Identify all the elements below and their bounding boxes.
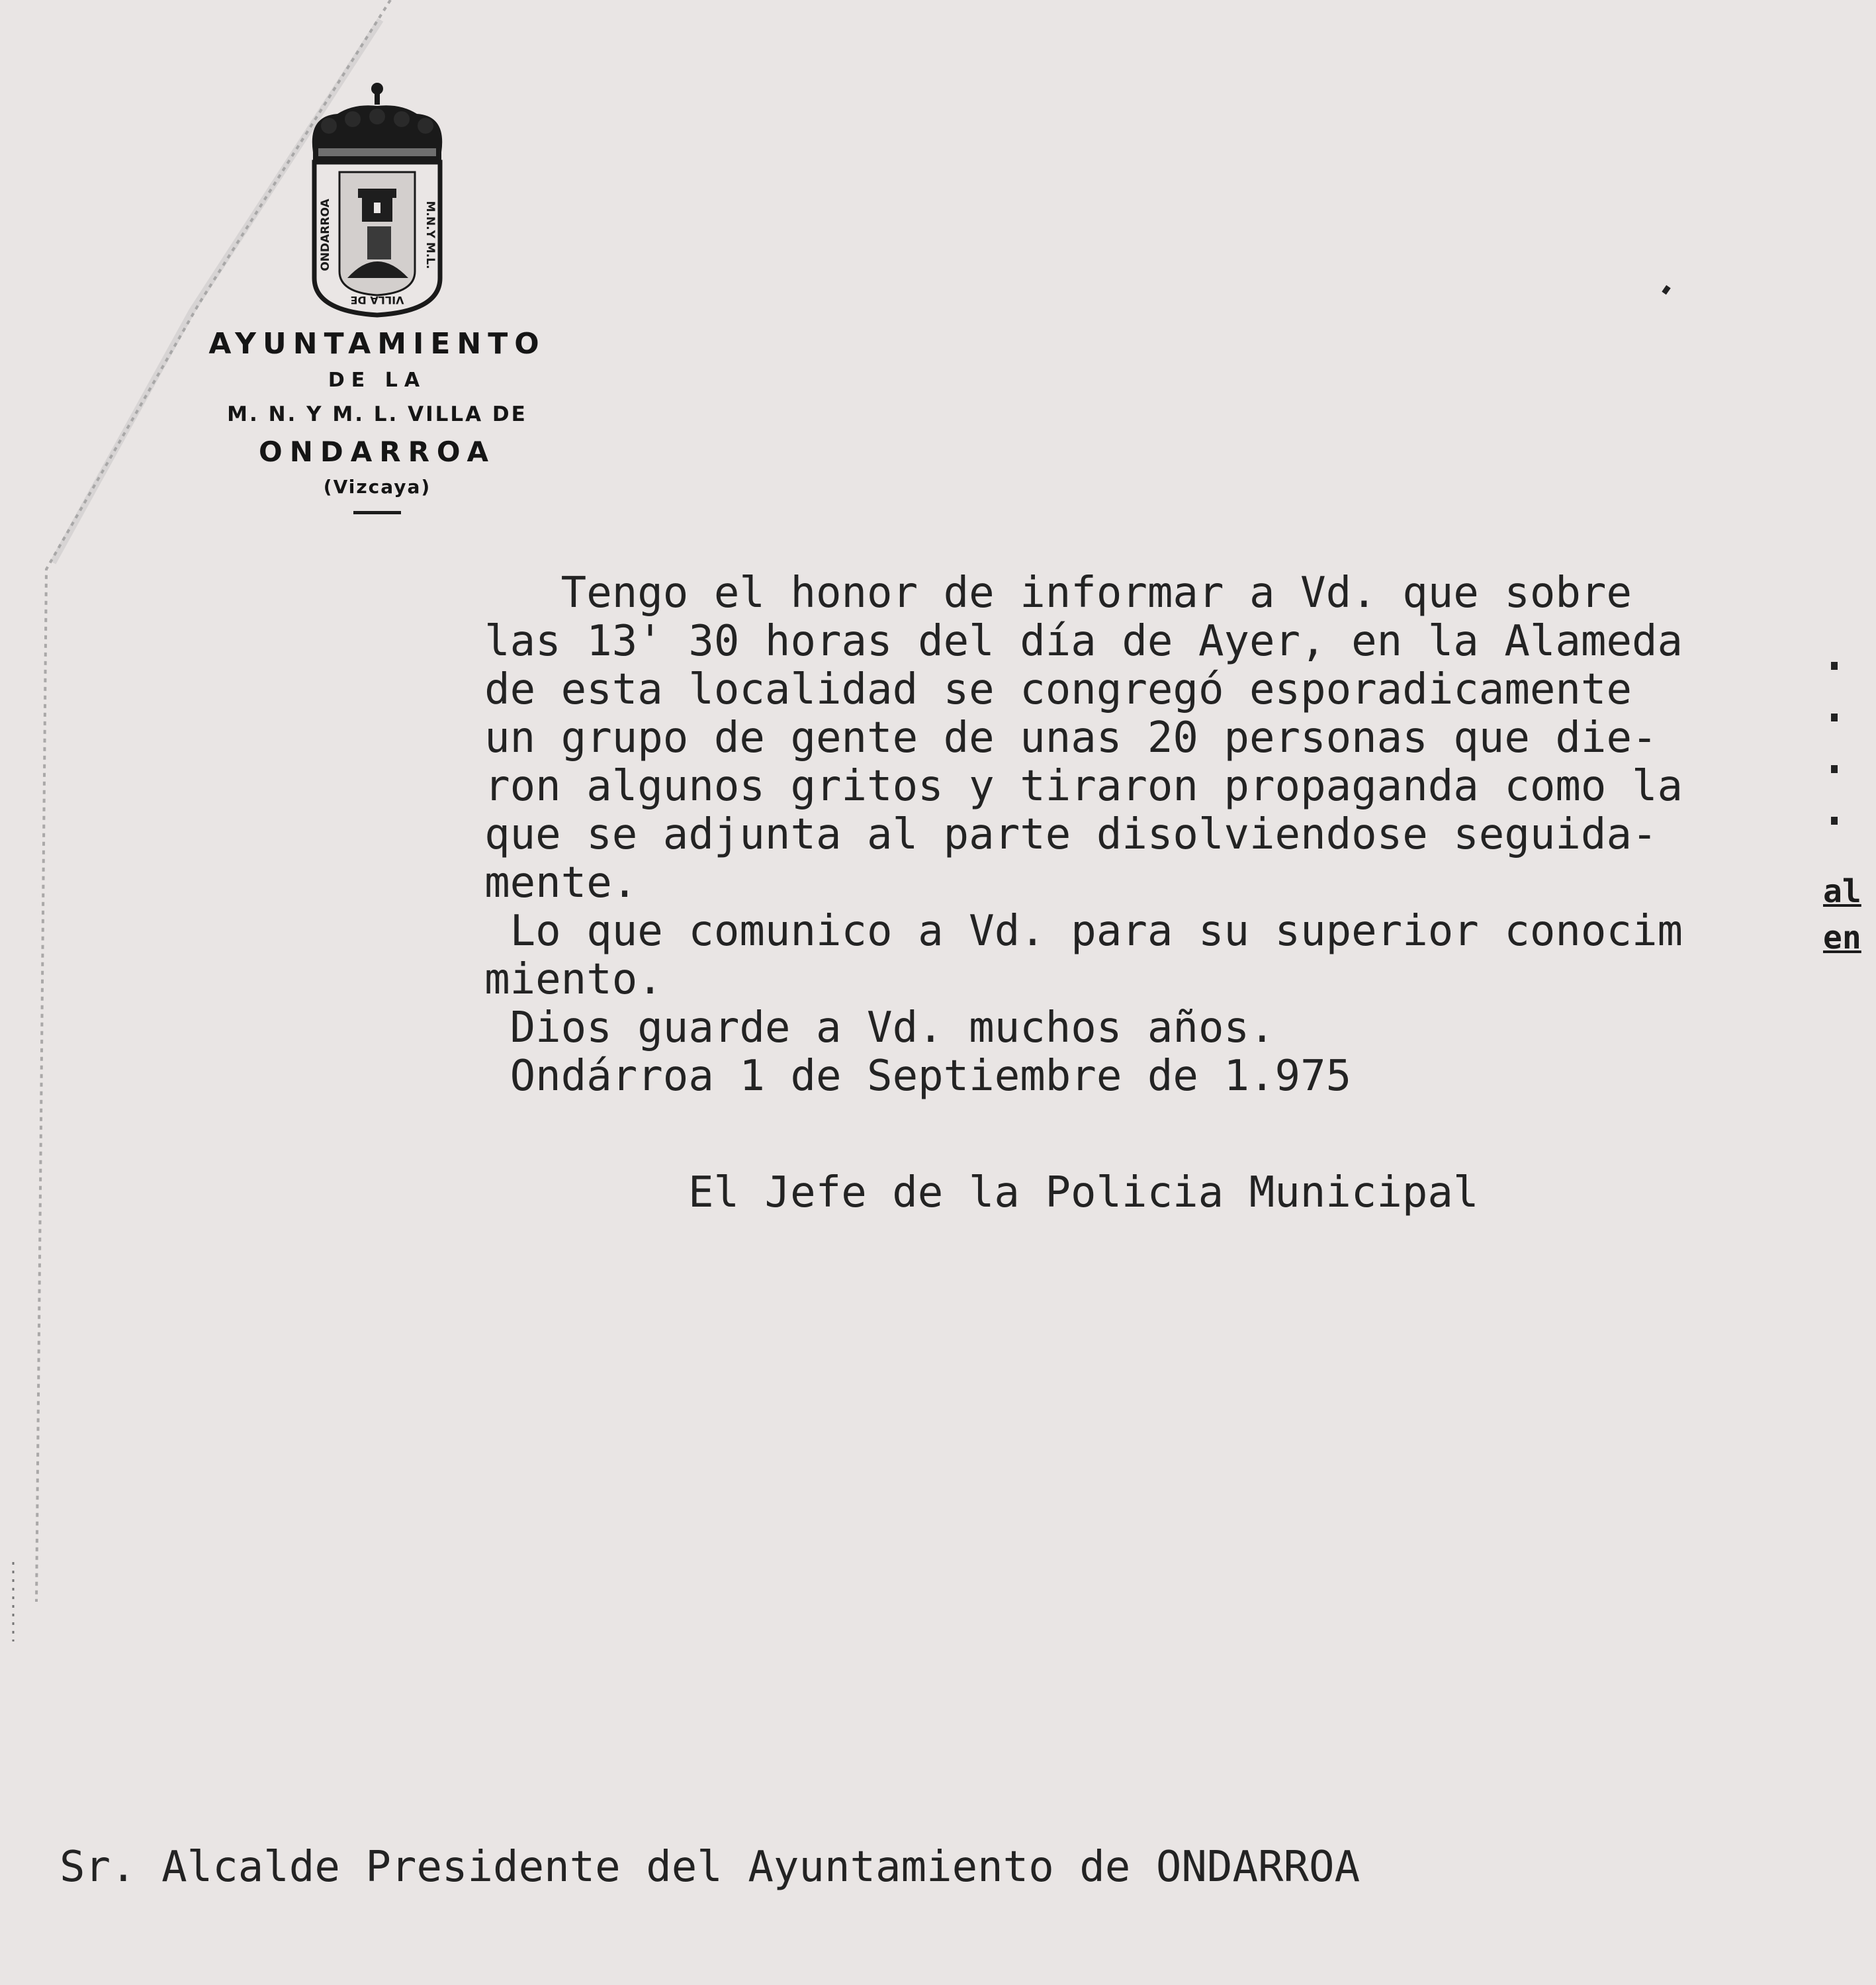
- signature-title: El Jefe de la Policia Municipal: [688, 1168, 1479, 1217]
- margin-tick: [1831, 714, 1838, 721]
- ink-mark: [1662, 285, 1670, 295]
- letter-line: miento.: [433, 955, 663, 1004]
- margin-tick: [1831, 817, 1838, 825]
- letterhead: [159, 79, 596, 514]
- crest-bottom-text: VILLA DE: [350, 294, 404, 306]
- letter-line: mente.: [433, 858, 638, 907]
- margin-fragment: en: [1823, 919, 1861, 956]
- margin-fragment: al: [1823, 873, 1861, 910]
- letter-body: [433, 569, 1843, 1101]
- coat-of-arms-icon: [301, 79, 453, 318]
- letter-line: de esta localidad se congregó esporadicamente: [433, 665, 1632, 714]
- letter-line: las 13' 30 horas del día de Ayer, en la Alameda: [433, 617, 1683, 666]
- margin-tick: [1831, 765, 1838, 773]
- letterhead-divider: [353, 511, 401, 514]
- letter-line: que se adjunta al parte disolviendose seguida-: [433, 810, 1658, 859]
- letterhead-villa: M. N. Y M. L. VILLA DE: [227, 402, 527, 426]
- crest-left-text: ONDARROA: [319, 199, 332, 271]
- addressee-line: Sr. Alcalde Presidente del Ayuntamiento de ONDARROA: [60, 1843, 1361, 1892]
- letter-line: Ondárroa 1 de Septiembre de 1.975: [433, 1052, 1352, 1101]
- letterhead-de-la: DE LA: [328, 369, 427, 392]
- crest-right-text: M.N.Y M.L.: [424, 201, 437, 269]
- letter-line: ron algunos gritos y tiraron propaganda como la: [433, 762, 1683, 811]
- letterhead-town-name: ONDARROA: [259, 436, 496, 468]
- letter-line: Dios guarde a Vd. muchos años.: [433, 1003, 1275, 1052]
- letter-line: Lo que comunico a Vd. para su superior conocim: [433, 907, 1683, 956]
- letter-line: Tengo el honor de informar a Vd. que sobre: [433, 569, 1632, 618]
- letter-line: un grupo de gente de unas 20 personas que die-: [433, 714, 1658, 762]
- margin-tick: [1831, 662, 1838, 670]
- letterhead-province: (Vizcaya): [323, 476, 431, 498]
- margin-annotations: [1816, 662, 1869, 961]
- letterhead-ayuntamiento: AYUNTAMIENTO: [208, 327, 546, 361]
